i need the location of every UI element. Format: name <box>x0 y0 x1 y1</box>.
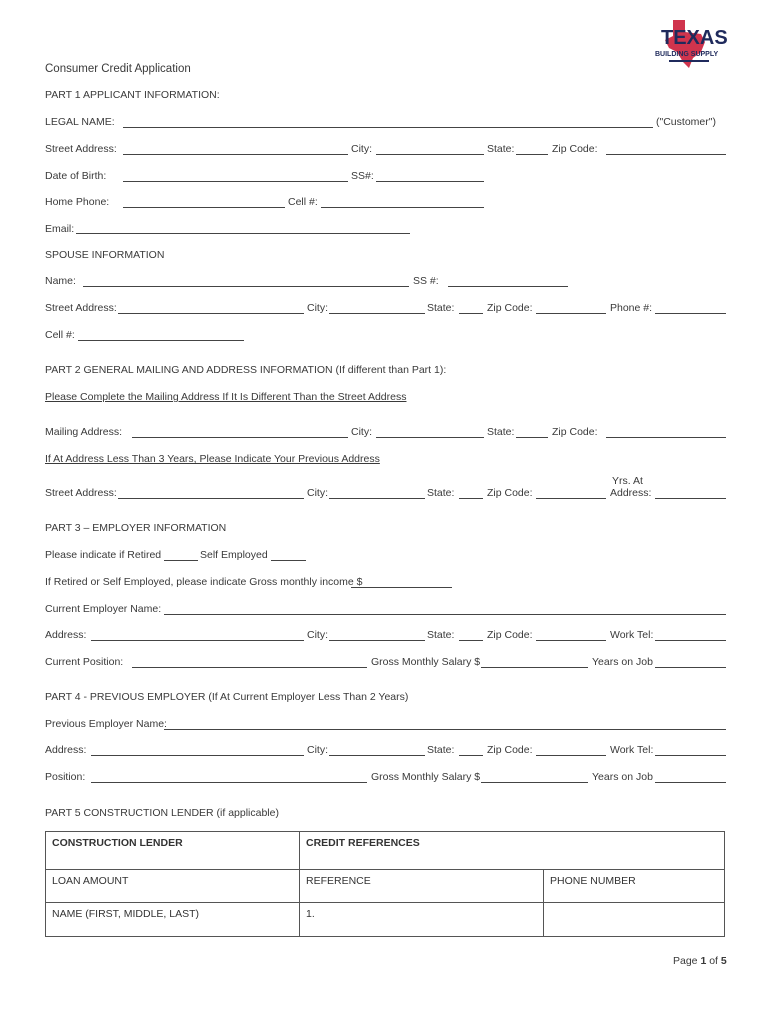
reference-1-phone-cell[interactable] <box>544 903 725 937</box>
employer-zip-field[interactable] <box>536 640 606 641</box>
spouse-ss-field[interactable] <box>448 286 568 287</box>
home-phone-field[interactable] <box>123 207 285 208</box>
mailing-note: Please Complete the Mailing Address If It Is Different Than the Street Address <box>45 391 407 403</box>
legal-name-label: LEGAL NAME: <box>45 116 115 128</box>
spouse-cell-field[interactable] <box>78 340 244 341</box>
work-tel-label: Work Tel: <box>610 629 654 641</box>
gross-income-field[interactable] <box>351 587 452 588</box>
prev-city-field[interactable] <box>329 498 425 499</box>
spouse-zip-field[interactable] <box>536 313 606 314</box>
form-title: Consumer Credit Application <box>45 63 191 75</box>
prev-emp-state-field[interactable] <box>459 755 483 756</box>
prev-position-field[interactable] <box>91 782 367 783</box>
city-field[interactable] <box>376 154 484 155</box>
city-label: City: <box>351 143 372 155</box>
employer-zip-label: Zip Code: <box>487 629 533 641</box>
spouse-state-field[interactable] <box>459 313 483 314</box>
reference-1-cell[interactable]: 1. <box>300 903 544 937</box>
mailing-zip-field[interactable] <box>606 437 726 438</box>
current-position-label: Current Position: <box>45 656 124 668</box>
prev-years-on-job-label: Years on Job <box>592 771 653 783</box>
credit-references-header: CREDIT REFERENCES <box>300 832 725 870</box>
spouse-heading: SPOUSE INFORMATION <box>45 249 165 261</box>
gross-salary-label: Gross Monthly Salary $ <box>371 656 481 668</box>
prev-emp-address-label: Address: <box>45 744 87 756</box>
spouse-city-field[interactable] <box>329 313 425 314</box>
state-field[interactable] <box>516 154 548 155</box>
prev-state-field[interactable] <box>459 498 483 499</box>
home-phone-label: Home Phone: <box>45 196 110 208</box>
spouse-state-label: State: <box>427 302 455 314</box>
prev-street-label: Street Address: <box>45 487 117 499</box>
mailing-zip-label: Zip Code: <box>552 426 598 438</box>
customer-label: ("Customer") <box>656 116 716 128</box>
ss-label: SS#: <box>351 170 374 182</box>
zip-field[interactable] <box>606 154 726 155</box>
prev-street-field[interactable] <box>118 498 304 499</box>
spouse-cell-label: Cell #: <box>45 329 75 341</box>
cell-label: Cell #: <box>288 196 318 208</box>
page-label: Page <box>673 955 698 967</box>
street-address-label: Street Address: <box>45 143 117 155</box>
prev-emp-city-label: City: <box>307 744 328 756</box>
spouse-phone-label: Phone #: <box>610 302 653 314</box>
part5-heading: PART 5 CONSTRUCTION LENDER (if applicable) <box>45 807 279 819</box>
self-employed-label: Self Employed <box>200 549 268 561</box>
spouse-name-field[interactable] <box>83 286 409 287</box>
spouse-phone-field[interactable] <box>655 313 726 314</box>
employer-state-label: State: <box>427 629 455 641</box>
prev-emp-state-label: State: <box>427 744 455 756</box>
mailing-address-label: Mailing Address: <box>45 426 123 438</box>
loan-amount-cell[interactable]: LOAN AMOUNT <box>46 870 300 903</box>
page-total: 5 <box>720 955 727 967</box>
prev-zip-label: Zip Code: <box>487 487 533 499</box>
ss-field[interactable] <box>376 181 484 182</box>
prev-gross-salary-field[interactable] <box>481 782 588 783</box>
spouse-name-label: Name: <box>45 275 76 287</box>
current-employer-label: Current Employer Name: <box>45 603 162 615</box>
prev-city-label: City: <box>307 487 328 499</box>
legal-name-field[interactable] <box>123 127 653 128</box>
prev-gross-salary-label: Gross Monthly Salary $ <box>371 771 481 783</box>
years-on-job-label: Years on Job <box>592 656 653 668</box>
texas-building-supply-logo <box>655 18 728 70</box>
mailing-state-field[interactable] <box>516 437 548 438</box>
prev-state-label: State: <box>427 487 455 499</box>
employer-address-label: Address: <box>45 629 87 641</box>
prev-work-tel-field[interactable] <box>655 755 726 756</box>
prev-emp-zip-field[interactable] <box>536 755 606 756</box>
page-indicator <box>673 955 727 967</box>
employer-address-field[interactable] <box>91 640 304 641</box>
mailing-city-field[interactable] <box>376 437 484 438</box>
lender-name-cell[interactable]: NAME (FIRST, MIDDLE, LAST) <box>46 903 300 937</box>
employer-city-field[interactable] <box>329 640 425 641</box>
gross-income-label: If Retired or Self Employed, please indicate Gross monthly income $ <box>45 576 363 588</box>
spouse-ss-label: SS #: <box>413 275 439 287</box>
previous-employer-field[interactable] <box>164 729 726 730</box>
current-position-field[interactable] <box>132 667 367 668</box>
email-label: Email: <box>45 223 75 235</box>
work-tel-field[interactable] <box>655 640 726 641</box>
self-employed-field[interactable] <box>271 560 306 561</box>
part2-heading: PART 2 GENERAL MAILING AND ADDRESS INFORMATION (If different than Part 1): <box>45 364 447 376</box>
yrs-address-label: Address: <box>610 487 652 499</box>
dob-label: Date of Birth: <box>45 170 107 182</box>
construction-lender-table <box>45 831 725 937</box>
zip-label: Zip Code: <box>552 143 598 155</box>
yrs-at-address-field[interactable] <box>655 498 726 499</box>
part3-heading: PART 3 – EMPLOYER INFORMATION <box>45 522 227 534</box>
prev-position-label: Position: <box>45 771 86 783</box>
svg-text:TEXAS: TEXAS <box>661 27 728 49</box>
previous-employer-label: Previous Employer Name: <box>45 718 167 730</box>
state-label: State: <box>487 143 515 155</box>
gross-salary-field[interactable] <box>481 667 588 668</box>
part4-heading: PART 4 - PREVIOUS EMPLOYER (If At Current Employer Less Than 2 Years) <box>45 691 409 703</box>
spouse-zip-label: Zip Code: <box>487 302 533 314</box>
reference-header: REFERENCE <box>300 870 544 903</box>
phone-number-header: PHONE NUMBER <box>544 870 725 903</box>
spouse-street-label: Street Address: <box>45 302 117 314</box>
page-number: 1 <box>700 955 707 967</box>
dob-field[interactable] <box>123 181 348 182</box>
retired-field[interactable] <box>164 560 198 561</box>
spouse-street-field[interactable] <box>118 313 304 314</box>
part1-heading: PART 1 APPLICANT INFORMATION: <box>45 89 220 101</box>
construction-lender-header: CONSTRUCTION LENDER <box>46 832 300 870</box>
prev-emp-city-field[interactable] <box>329 755 425 756</box>
employer-city-label: City: <box>307 629 328 641</box>
email-field[interactable] <box>76 233 410 234</box>
mailing-state-label: State: <box>487 426 515 438</box>
prev-years-on-job-field[interactable] <box>655 782 726 783</box>
years-on-job-field[interactable] <box>655 667 726 668</box>
previous-address-note: If At Address Less Than 3 Years, Please Indicate Your Previous Address <box>45 453 380 465</box>
mailing-address-field[interactable] <box>132 437 348 438</box>
employer-state-field[interactable] <box>459 640 483 641</box>
page-of: of <box>709 955 718 967</box>
prev-emp-address-field[interactable] <box>91 755 304 756</box>
spouse-city-label: City: <box>307 302 328 314</box>
current-employer-field[interactable] <box>164 614 726 615</box>
retired-label: Please indicate if Retired <box>45 549 162 561</box>
yrs-at-label: Yrs. At <box>612 475 643 487</box>
street-address-field[interactable] <box>123 154 348 155</box>
mailing-city-label: City: <box>351 426 372 438</box>
svg-text:BUILDING SUPPLY: BUILDING SUPPLY <box>655 51 719 58</box>
prev-zip-field[interactable] <box>536 498 606 499</box>
prev-emp-zip-label: Zip Code: <box>487 744 533 756</box>
prev-work-tel-label: Work Tel: <box>610 744 654 756</box>
cell-field[interactable] <box>321 207 484 208</box>
